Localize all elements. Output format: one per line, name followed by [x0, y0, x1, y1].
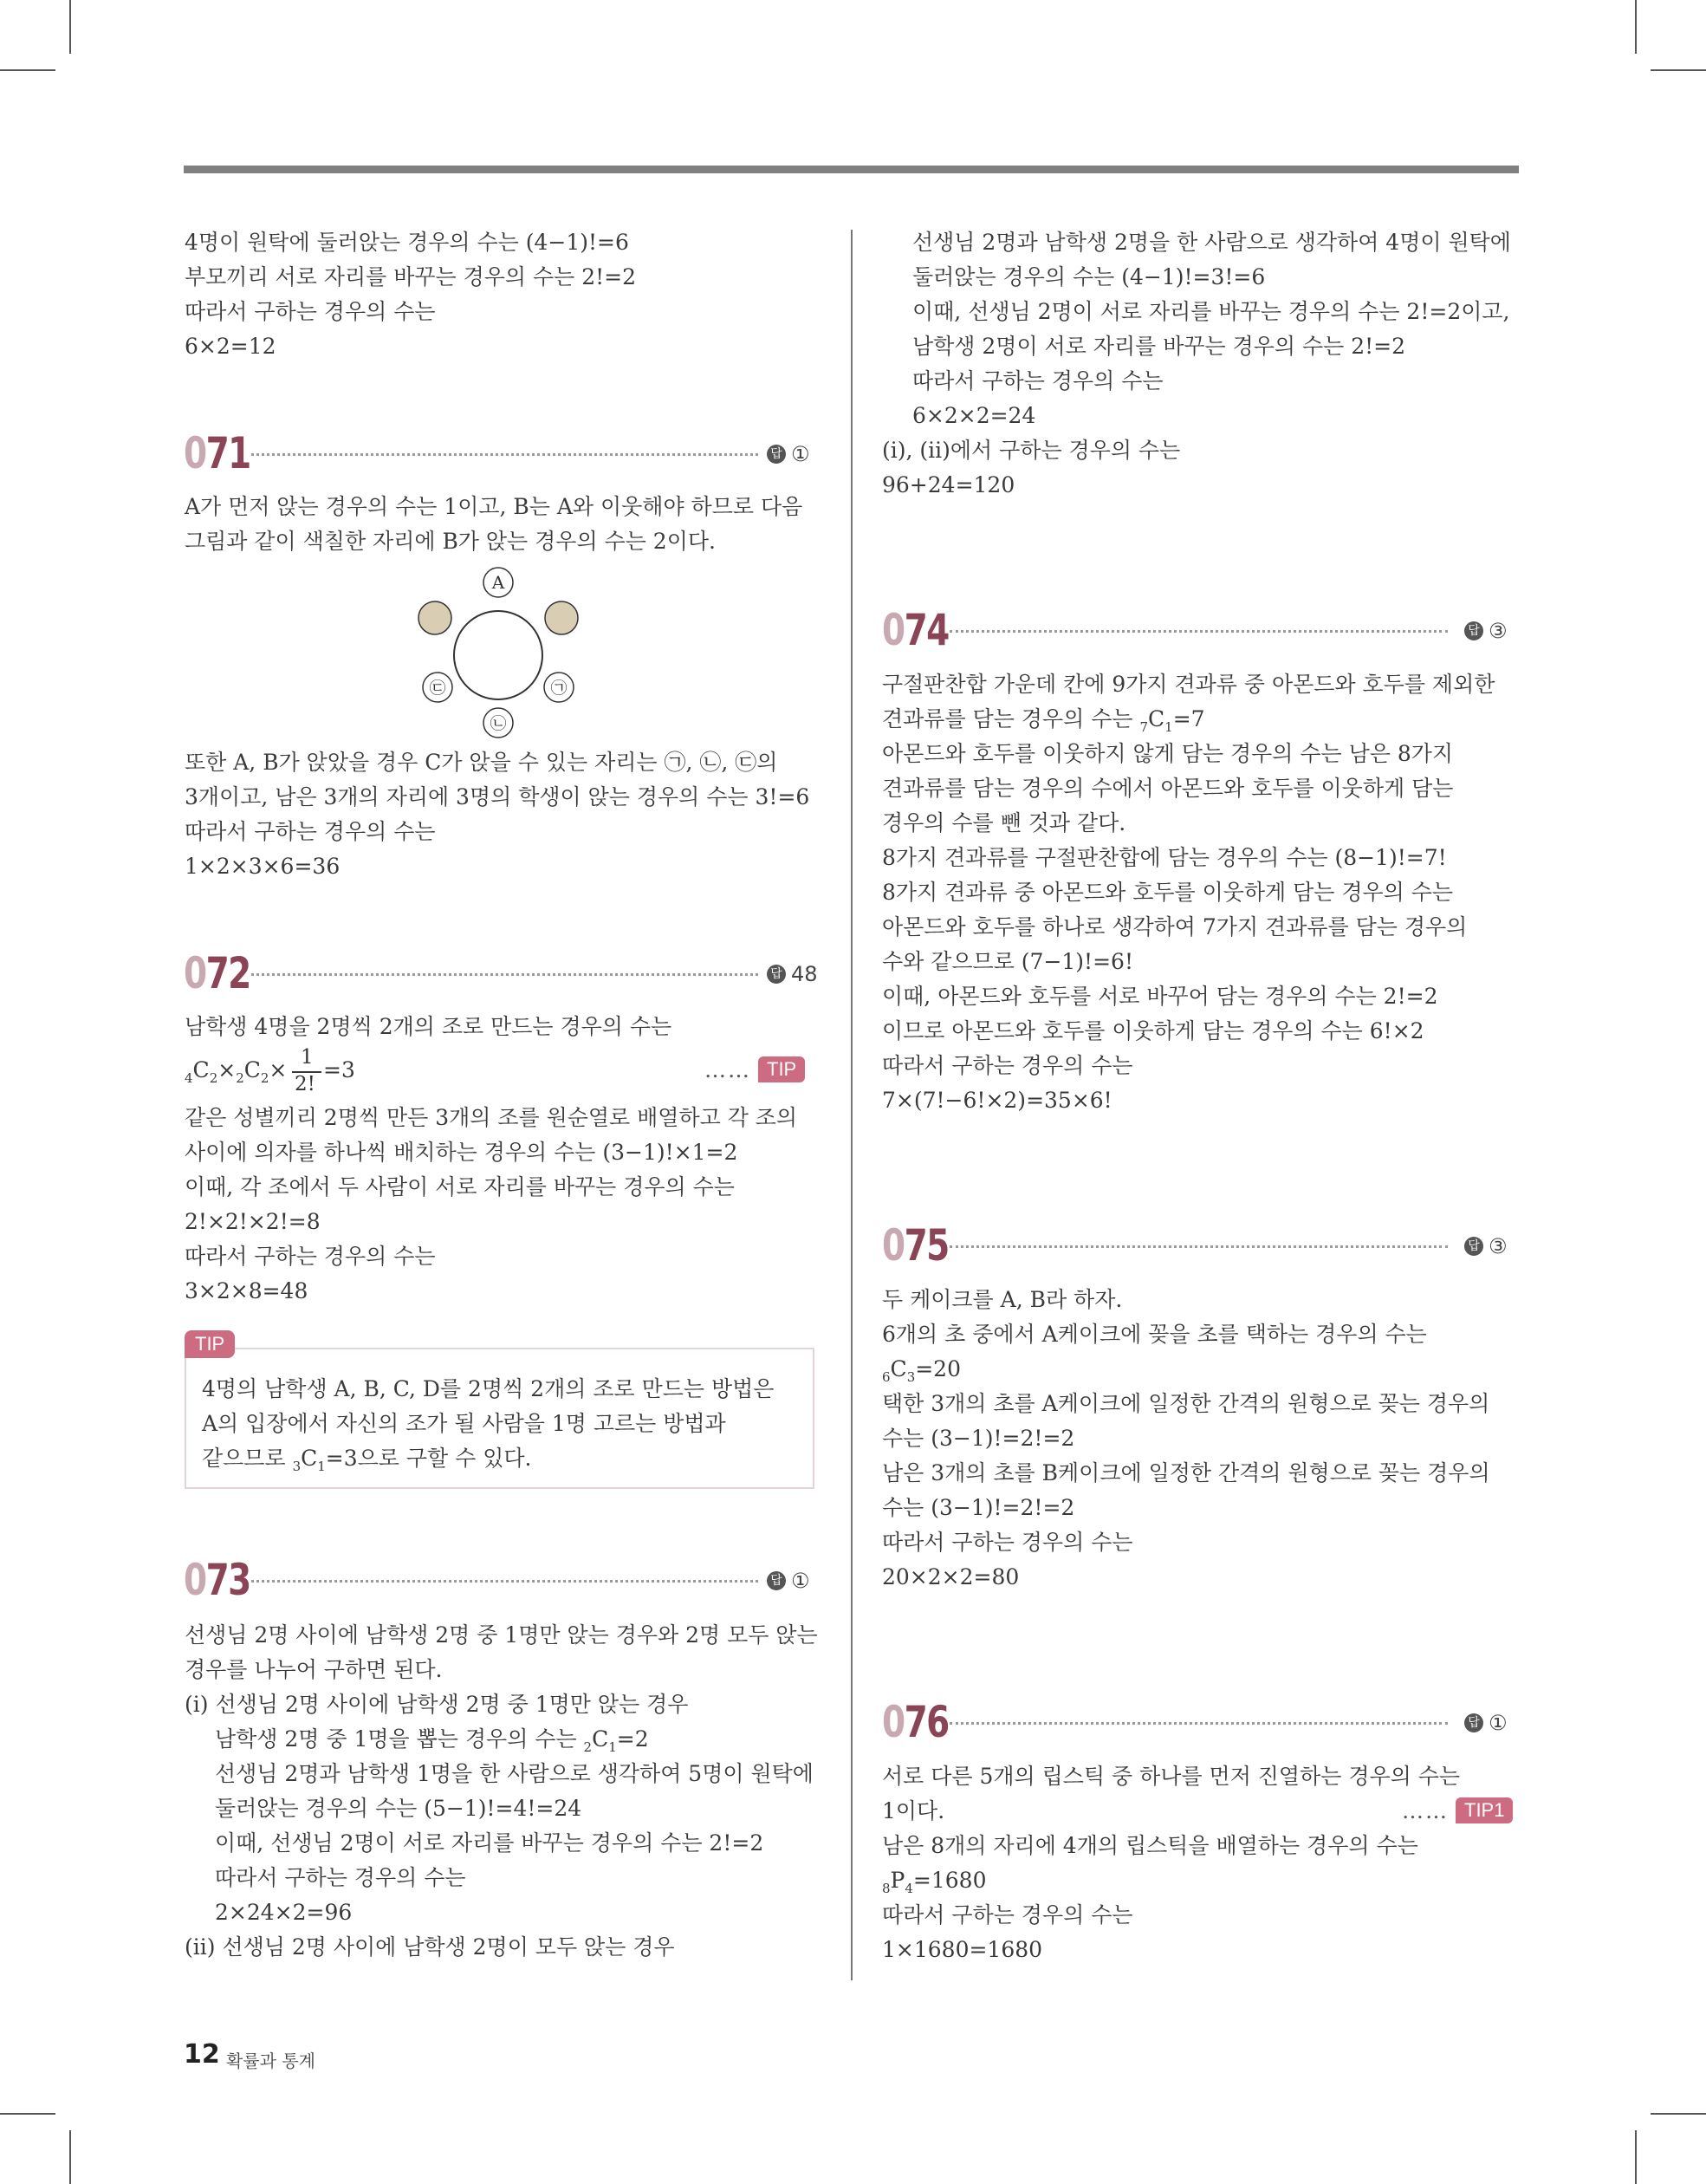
- column-divider: [851, 230, 853, 1980]
- text-line: 아몬드와 호두를 이웃하지 않게 담는 경우의 수는 남은 8가지: [882, 741, 1454, 766]
- text-line: 따라서 구하는 경우의 수는: [215, 1865, 466, 1890]
- answer-mark-icon: 답: [767, 1571, 786, 1590]
- combination-symbol: C: [1148, 706, 1165, 731]
- problem-number-prefix: 0: [882, 605, 905, 655]
- text-line: 그림과 같이 색칠한 자리에 B가 앉는 경우의 수는 2이다.: [185, 529, 716, 554]
- text-line: 아몬드와 호두를 하나로 생각하여 7가지 견과류를 담는 경우의: [882, 914, 1468, 939]
- subscript: 3: [906, 1369, 916, 1385]
- text-part: 견과류를 담는 경우의 수는: [882, 706, 1140, 731]
- case-heading: (ⅰ) 선생님 2명 사이에 남학생 2명 중 1명만 앉는 경우: [185, 1692, 689, 1717]
- answer-076: [1464, 1710, 1508, 1735]
- tip-text-part: =3으로 구할 수 있다.: [325, 1446, 532, 1471]
- text-line: 사이에 의자를 하나씩 배치하는 경우의 수는 (3−1)!×1=2: [185, 1140, 738, 1165]
- tip-reference: [704, 1056, 805, 1082]
- answer-mark-icon: 답: [1464, 1237, 1483, 1256]
- text-line: 4명이 원탁에 둘러앉는 경우의 수는 (4−1)!=6: [185, 230, 629, 255]
- text-line: 경우를 나누어 구하면 된다.: [185, 1657, 443, 1682]
- leader-dots: [950, 630, 1448, 633]
- formula-tail: =3: [323, 1057, 355, 1082]
- permutation-symbol: P: [890, 1868, 905, 1893]
- answer-mark-icon: 답: [1464, 1713, 1483, 1732]
- text-line: 서로 다른 5개의 립스틱 중 하나를 먼저 진열하는 경우의 수는: [882, 1764, 1461, 1789]
- text-line: [882, 1356, 961, 1390]
- text-line: 8가지 견과류 중 아몬드와 호두를 이웃하게 담는 경우의 수는: [882, 880, 1454, 905]
- text-line: 따라서 구하는 경우의 수는: [185, 819, 436, 844]
- case-heading: (ⅱ) 선생님 2명 사이에 남학생 2명이 모두 앉는 경우: [185, 1934, 675, 1960]
- problem-number-value: 73: [205, 1555, 250, 1605]
- tip-reference: [1402, 1797, 1513, 1823]
- problem-number-072: [184, 948, 250, 998]
- crop-mark: [1651, 2113, 1706, 2115]
- tip-text: [202, 1446, 532, 1479]
- text-line: 6×2×2=24: [912, 403, 1036, 428]
- text-line: 구절판찬합 가운데 칸에 9가지 견과류 중 아몬드와 호두를 제외한: [882, 672, 1495, 697]
- text-line: 이때, 선생님 2명이 서로 자리를 바꾸는 경우의 수는 2!=2이고,: [912, 299, 1510, 324]
- text-line: 96+24=120: [882, 472, 1015, 497]
- subscript: 2: [583, 1739, 593, 1755]
- text-line: 3×2×8=48: [185, 1278, 308, 1303]
- text-line: [882, 706, 1205, 740]
- text-line: 7×(7!−6!×2)=35×6!: [882, 1088, 1112, 1113]
- text-line: 선생님 2명과 남학생 1명을 한 사람으로 생각하여 5명이 원탁에: [215, 1761, 814, 1786]
- problem-number-value: 72: [205, 948, 250, 998]
- text-part: =20: [915, 1356, 961, 1381]
- crop-mark: [69, 2130, 71, 2184]
- problem-number-value: 76: [904, 1697, 949, 1747]
- seat-label-a: A: [491, 572, 505, 593]
- subscript: 7: [1139, 719, 1148, 735]
- book-title: 확률과 통계: [226, 2051, 315, 2071]
- combination-symbol: C: [192, 1057, 210, 1082]
- problem-number-prefix: 0: [882, 1220, 905, 1271]
- subscript: 1: [1164, 719, 1173, 735]
- tip-box-label: TIP: [185, 1330, 235, 1358]
- text-line: 따라서 구하는 경우의 수는: [882, 1902, 1133, 1927]
- round-table: [454, 611, 542, 699]
- seat-label-3: ㉢: [429, 679, 446, 698]
- text-line: 두 케이크를 A, B라 하자.: [882, 1287, 1123, 1312]
- text-line: 선생님 2명과 남학생 2명을 한 사람으로 생각하여 4명이 원탁에: [912, 230, 1511, 255]
- answer-value: ①: [791, 442, 810, 466]
- header-rule: [184, 166, 1519, 173]
- text-line: 같은 성별끼리 2명씩 만든 3개의 조를 원순열로 배열하고 각 조의: [185, 1105, 798, 1130]
- tip-dots: ……: [1402, 1797, 1449, 1823]
- page-number: 12: [184, 2039, 220, 2070]
- text-line: 따라서 구하는 경우의 수는: [185, 1244, 436, 1269]
- subscript: 3: [292, 1459, 302, 1474]
- text-line: 6×2=12: [185, 334, 276, 359]
- subscript: 4: [905, 1881, 913, 1896]
- text-line: 따라서 구하는 경우의 수는: [882, 1053, 1133, 1078]
- problem-number-076: [882, 1697, 949, 1747]
- crop-mark: [1635, 2130, 1637, 2184]
- text-line: 선생님 2명 사이에 남학생 2명 중 1명만 앉는 경우와 2명 모두 앉는: [185, 1622, 818, 1648]
- answer-value: 48: [791, 962, 818, 986]
- text-line: 둘러앉는 경우의 수는 (4−1)!=3!=6: [912, 264, 1266, 289]
- round-table-diagram: [412, 562, 585, 745]
- seat-label-1: ㉠: [550, 679, 568, 698]
- tip-badge: TIP: [758, 1056, 805, 1082]
- answer-071: [767, 441, 810, 466]
- text-line: 이때, 각 조에서 두 사람이 서로 자리를 바꾸는 경우의 수는: [185, 1174, 735, 1199]
- text-line: 이때, 아몬드와 호두를 서로 바꾸어 담는 경우의 수는 2!=2: [882, 984, 1438, 1009]
- answer-mark-icon: 답: [767, 445, 786, 464]
- answer-072: [767, 961, 818, 986]
- text-line: 수는 (3−1)!=2!=2: [882, 1426, 1075, 1451]
- crop-mark: [69, 0, 71, 54]
- text-line: (ⅰ), (ⅱ)에서 구하는 경우의 수는: [882, 438, 1181, 463]
- text-line: 따라서 구하는 경우의 수는: [882, 1530, 1133, 1555]
- text-line: 2×24×2=96: [215, 1900, 353, 1925]
- text-line: 따라서 구하는 경우의 수는: [912, 368, 1164, 393]
- combination-symbol: C: [890, 1356, 907, 1381]
- crop-mark: [0, 2113, 55, 2115]
- problem-number-074: [882, 605, 949, 655]
- subscript: 6: [882, 1369, 891, 1385]
- tip-text-part: 같으므로: [202, 1446, 293, 1471]
- text-part: =1680: [912, 1868, 987, 1893]
- text-part: 남학생 2명 중 1명을 뽑는 경우의 수는: [215, 1726, 584, 1752]
- text-line: 둘러앉는 경우의 수는 (5−1)!=4!=24: [215, 1796, 582, 1821]
- problem-number-value: 74: [904, 605, 949, 655]
- subscript: 8: [882, 1881, 891, 1896]
- answer-mark-icon: 답: [1464, 621, 1483, 640]
- seat-label-2: ㉡: [490, 714, 507, 733]
- subscript: 2: [209, 1070, 218, 1086]
- text-line: 1이다.: [882, 1798, 945, 1823]
- text-line: 부모끼리 서로 자리를 바꾸는 경우의 수는 2!=2: [185, 264, 637, 289]
- text-line: 이므로 아몬드와 호두를 이웃하게 담는 경우의 수는 6!×2: [882, 1018, 1424, 1043]
- text-line: A가 먼저 앉는 경우의 수는 1이고, B는 A와 이웃해야 하므로 다음: [185, 494, 803, 519]
- problem-number-value: 75: [904, 1220, 949, 1271]
- text-part: =2: [616, 1726, 649, 1752]
- problem-number-073: [184, 1555, 250, 1605]
- leader-dots: [251, 973, 758, 976]
- leader-dots: [950, 1245, 1448, 1248]
- problem-number-071: [184, 428, 250, 478]
- problem-number-prefix: 0: [184, 428, 206, 478]
- answer-mark-icon: 답: [767, 965, 786, 984]
- text-line: 6개의 초 중에서 A케이크에 꽂을 초를 택하는 경우의 수는: [882, 1322, 1427, 1347]
- text-line: 수는 (3−1)!=2!=2: [882, 1495, 1075, 1520]
- text-line: 택한 3개의 초를 A케이크에 일정한 간격의 원형으로 꽂는 경우의: [882, 1391, 1490, 1416]
- text-line: [215, 1726, 649, 1760]
- text-line: 또한 A, B가 앉았을 경우 C가 앉을 수 있는 자리는 ㉠, ㉡, ㉢의: [185, 750, 778, 775]
- subscript: 1: [317, 1459, 326, 1474]
- tip-text: A의 입장에서 자신의 조가 될 사람을 1명 고르는 방법과: [202, 1411, 726, 1436]
- subscript: 2: [260, 1070, 269, 1086]
- problem-number-prefix: 0: [184, 1555, 206, 1605]
- combination-symbol: C: [592, 1726, 609, 1752]
- text-line: 경우의 수를 뺀 것과 같다.: [882, 810, 1126, 835]
- text-line: 1×1680=1680: [882, 1937, 1043, 1962]
- shaded-seat-right: [545, 601, 578, 634]
- crop-mark: [1651, 69, 1706, 71]
- text-line: 1×2×3×6=36: [185, 854, 341, 879]
- answer-074: [1464, 618, 1508, 643]
- text-line: 따라서 구하는 경우의 수는: [185, 299, 436, 324]
- answer-075: [1464, 1233, 1508, 1258]
- subscript: 2: [236, 1070, 244, 1086]
- text-line: 2!×2!×2!=8: [185, 1209, 321, 1234]
- crop-mark: [1635, 0, 1637, 54]
- text-line: 3개이고, 남은 3개의 자리에 3명의 학생이 앉는 경우의 수는 3!=6: [185, 784, 810, 809]
- answer-value: ③: [1489, 619, 1508, 643]
- text-line: 8가지 견과류를 구절판찬합에 담는 경우의 수는 (8−1)!=7!: [882, 845, 1447, 870]
- text-line: 남은 8개의 자리에 4개의 립스틱을 배열하는 경우의 수는: [882, 1833, 1418, 1858]
- text-line: 견과류를 담는 경우의 수에서 아몬드와 호두를 이웃하게 담는: [882, 776, 1454, 801]
- text-part: =7: [1172, 706, 1205, 731]
- subscript: 1: [608, 1739, 617, 1755]
- tip-dots: ……: [704, 1056, 751, 1082]
- answer-value: ③: [1489, 1234, 1508, 1258]
- fraction-numerator: 1: [301, 1046, 314, 1069]
- text-line: 남학생 2명이 서로 자리를 바꾸는 경우의 수는 2!=2: [912, 334, 1406, 359]
- answer-value: ①: [1489, 1711, 1508, 1735]
- shaded-seat-left: [418, 601, 451, 634]
- text-line: 남은 3개의 초를 B케이크에 일정한 간격의 원형으로 꽂는 경우의: [882, 1460, 1490, 1485]
- answer-073: [767, 1568, 810, 1593]
- combination-symbol: C: [243, 1057, 261, 1082]
- leader-dots: [950, 1722, 1448, 1725]
- text-line: 남학생 4명을 2명씩 2개의 조로 만드는 경우의 수는: [185, 1014, 672, 1039]
- crop-mark: [0, 69, 55, 71]
- fraction-denominator: 2!: [295, 1073, 315, 1095]
- leader-dots: [251, 1580, 758, 1583]
- tip-text: 4명의 남학생 A, B, C, D를 2명씩 2개의 조로 만드는 방법은: [202, 1376, 775, 1401]
- tip-badge: TIP1: [1456, 1797, 1513, 1823]
- problem-number-075: [882, 1220, 949, 1271]
- formula-line: $_4C_2\times_2C_2\times$: [185, 1057, 288, 1086]
- combination-symbol: C: [301, 1446, 318, 1471]
- problem-number-value: 71: [205, 428, 250, 478]
- answer-value: ①: [791, 1569, 810, 1593]
- text-line: 수와 같으므로 (7−1)!=6!: [882, 949, 1134, 974]
- leader-dots: [251, 453, 758, 456]
- text-line: 이때, 선생님 2명이 서로 자리를 바꾸는 경우의 수는 2!=2: [215, 1830, 764, 1856]
- text-line: [882, 1868, 987, 1901]
- problem-number-prefix: 0: [882, 1697, 905, 1747]
- problem-number-prefix: 0: [184, 948, 206, 998]
- text-line: 20×2×2=80: [882, 1564, 1020, 1589]
- subscript: 4: [185, 1070, 193, 1086]
